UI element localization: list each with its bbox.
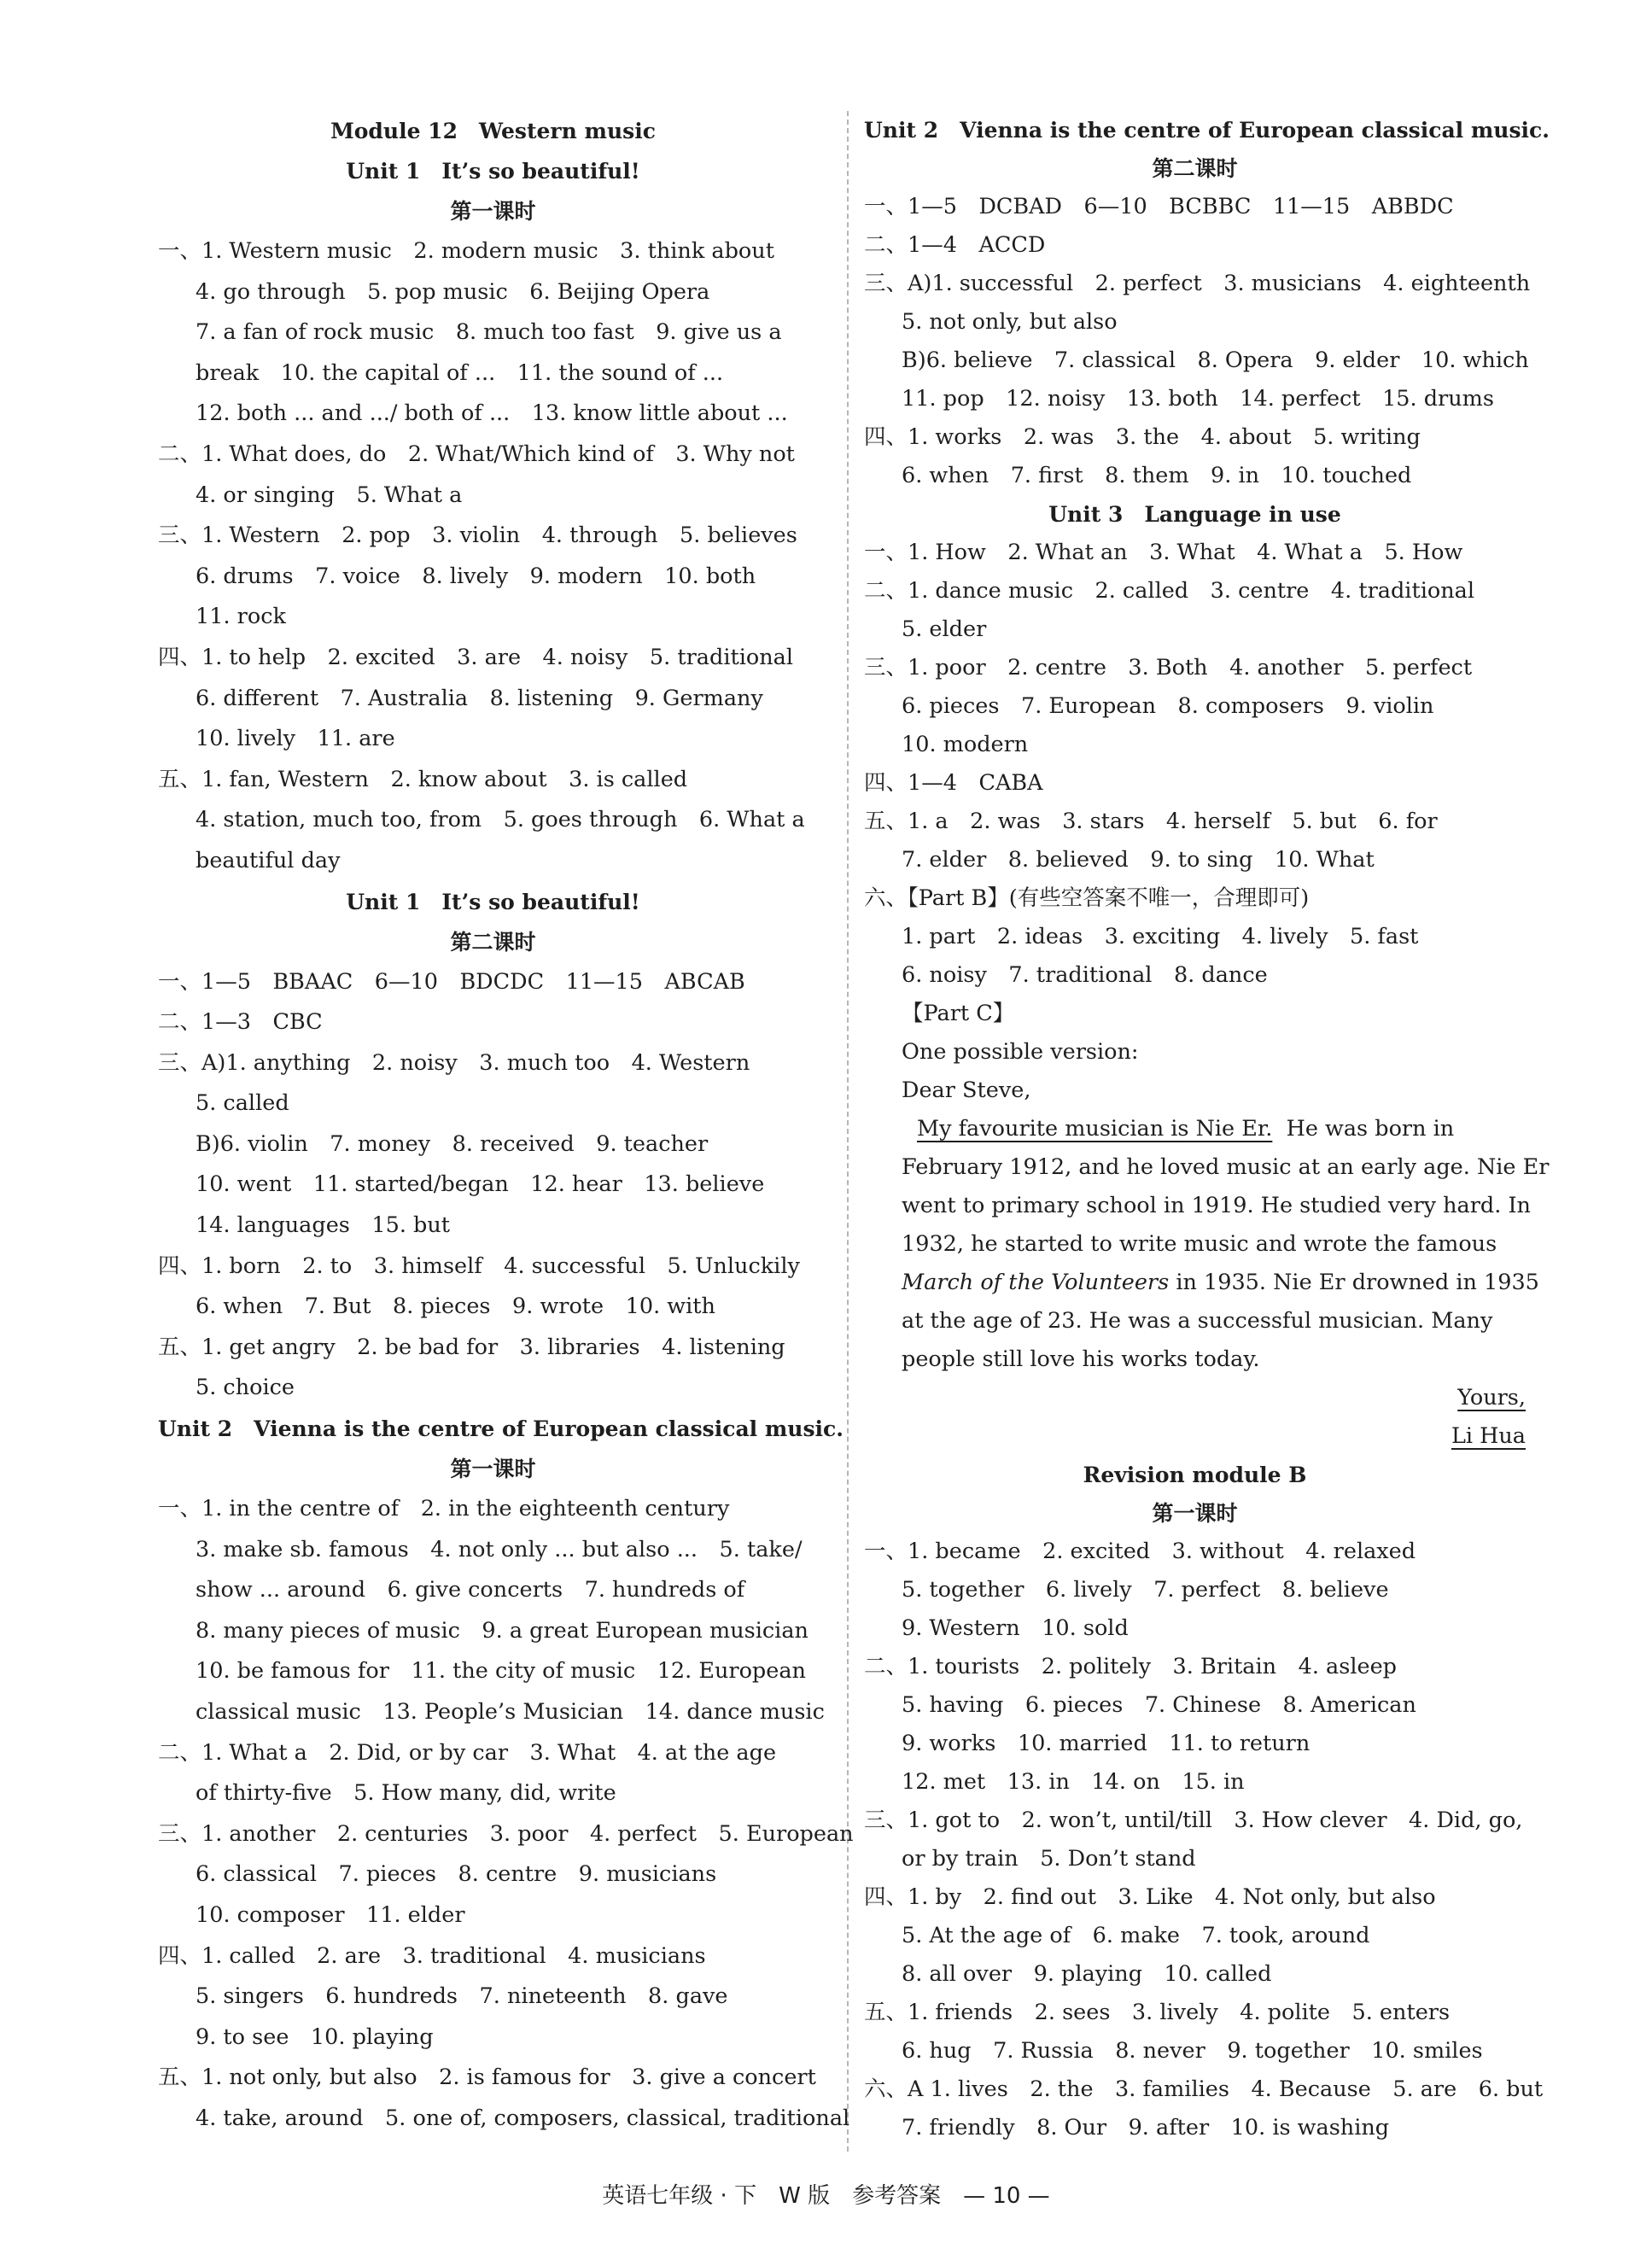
answer-line: 10. be famous for 11. the city of music 12. European — [196, 1658, 806, 1685]
answer-line: 7. elder 8. believed 9. to sing 10. What — [902, 847, 1375, 873]
lesson-title: 第二课时 — [450, 929, 536, 955]
page-footer: 英语七年级 · 下 W 版 参考答案 — 10 — — [602, 2183, 1050, 2209]
answer-line: 9. Western 10. sold — [902, 1615, 1129, 1641]
answer-line: 12. both ... and .../ both of ... 13. know little about ... — [196, 400, 788, 427]
answer-line: 9. to see 10. playing — [196, 2024, 434, 2050]
answer-line: 一、1. How 2. What an 3. What 4. What a 5. How — [864, 540, 1463, 565]
signature-text: Li Hua — [1451, 1423, 1526, 1449]
answer-line: 五、1. friends 2. sees 3. lively 4. polite 5. enters — [864, 2000, 1451, 2025]
answer-line: 一、1. Western music 2. modern music 3. think about — [158, 238, 774, 264]
answer-line: 一、1—5 BBAAC 6—10 BDCDC 11—15 ABCAB — [158, 968, 745, 995]
answer-line: 二、1. What does, do 2. What/Which kind of 3. Why not — [158, 441, 795, 467]
answer-line: 1. part 2. ideas 3. exciting 4. lively 5. fast — [902, 924, 1419, 949]
answer-line: 一、1—5 DCBAD 6—10 BCBBC 11—15 ABBDC — [864, 194, 1454, 219]
right-column — [864, 111, 1550, 2147]
answer-line: 5. At the age of 6. make 7. took, around — [902, 1923, 1370, 1948]
answer-line: 5. elder — [902, 616, 987, 642]
answer-line: 5. choice — [196, 1375, 295, 1401]
unit-title: Unit 1 It’s so beautiful! — [346, 159, 640, 184]
essay-line: went to primary school in 1919. He studied very hard. In — [902, 1193, 1531, 1218]
essay-closing — [864, 1379, 1526, 1417]
unit-title: Unit 1 It’s so beautiful! — [346, 889, 640, 914]
answer-line: 4. station, much too, from 5. goes through 6. What a — [196, 807, 805, 833]
answer-line: 6. different 7. Australia 8. listening 9. Germany — [196, 685, 763, 711]
answer-line: 4. take, around 5. one of, composers, classical, traditional — [196, 2105, 850, 2131]
essay-line — [864, 1264, 1539, 1302]
essay-line: people still love his works today. — [902, 1346, 1260, 1372]
answer-line: 14. languages 15. but — [196, 1212, 451, 1239]
lesson-title: 第二课时 — [1152, 156, 1238, 181]
left-column — [158, 111, 854, 2140]
answer-line: 二、1—4 ACCD — [864, 232, 1046, 258]
answer-line: 六、【Part B】(有些空答案不唯一，合理即可) — [864, 885, 1310, 911]
unit-title: Unit 2 Vienna is the centre of European classical music. — [864, 118, 1550, 143]
essay-line: February 1912, and he loved music at an early age. Nie Er — [902, 1154, 1550, 1180]
essay-text: He was born in — [1286, 1116, 1455, 1142]
answer-line: of thirty-five 5. How many, did, write — [196, 1780, 616, 1807]
answer-line: break 10. the capital of ... 11. the sound of ... — [196, 359, 724, 386]
essay-text: in 1935. Nie Er drowned in 1935 — [1176, 1270, 1539, 1295]
answer-line: 四、1. to help 2. excited 3. are 4. noisy 5. traditional — [158, 644, 794, 670]
answer-line: 二、1—3 CBC — [158, 1009, 323, 1036]
answer-line: beautiful day — [196, 847, 341, 873]
answer-line: 6. noisy 7. traditional 8. dance — [902, 962, 1268, 988]
answer-line: 五、1. get angry 2. be bad for 3. libraries 4. listening — [158, 1334, 785, 1360]
answer-line: 六、A 1. lives 2. the 3. families 4. Because 5. are 6. but — [864, 2076, 1544, 2102]
answer-line: 11. pop 12. noisy 13. both 14. perfect 15. drums — [902, 386, 1494, 412]
answer-line: B)6. violin 7. money 8. received 9. teacher — [196, 1130, 709, 1157]
answer-line: 三、1. Western 2. pop 3. violin 4. through 5. believes — [158, 523, 797, 549]
answer-line: 10. went 11. started/began 12. hear 13. believe — [196, 1171, 765, 1198]
answer-line: 10. modern — [902, 732, 1029, 757]
answer-line: 6. pieces 7. European 8. composers 9. violin — [902, 693, 1434, 719]
answer-line: 6. drums 7. voice 8. lively 9. modern 10. both — [196, 563, 756, 589]
essay-line: 1932, he started to write music and wrote the famous — [902, 1231, 1497, 1257]
answer-line: 6. classical 7. pieces 8. centre 9. musicians — [196, 1861, 717, 1888]
answer-line: 一、1. in the centre of 2. in the eighteenth century — [158, 1496, 730, 1522]
answer-line: 11. rock — [196, 604, 286, 630]
answer-line: 6. when 7. But 8. pieces 9. wrote 10. with — [196, 1294, 715, 1320]
module-title: Revision module B — [1083, 1463, 1307, 1487]
unit-title: Unit 3 Language in use — [1048, 502, 1341, 527]
closing-text: Yours, — [1457, 1385, 1526, 1410]
answer-line: 5. singers 6. hundreds 7. nineteenth 8. gave — [196, 1983, 728, 2010]
answer-line: 一、1. became 2. excited 3. without 4. relaxed — [864, 1539, 1416, 1564]
answer-line: 五、1. fan, Western 2. know about 3. is called — [158, 766, 688, 792]
answer-line: 8. many pieces of music 9. a great European musician — [196, 1617, 808, 1644]
answer-line: 6. when 7. first 8. them 9. in 10. touched — [902, 463, 1412, 488]
answer-line: 二、1. tourists 2. politely 3. Britain 4. asleep — [864, 1654, 1397, 1679]
unit-title: Unit 2 Vienna is the centre of European classical music. — [158, 1416, 844, 1442]
essay-greeting: Dear Steve, — [902, 1078, 1031, 1103]
module-title: Module 12 Western music — [330, 119, 656, 143]
answer-line: 四、1. works 2. was 3. the 4. about 5. writing — [864, 424, 1421, 450]
essay-opening-sentence: My favourite musician is Nie Er. — [917, 1116, 1273, 1142]
answer-line: classical music 13. People’s Musician 14. dance music — [196, 1699, 825, 1725]
essay-version: One possible version: — [902, 1039, 1139, 1065]
answer-line: 二、1. dance music 2. called 3. centre 4. traditional — [864, 578, 1474, 604]
answer-line: 12. met 13. in 14. on 15. in — [902, 1769, 1245, 1795]
answer-line: 5. called — [196, 1090, 289, 1117]
answer-line: 8. all over 9. playing 10. called — [902, 1961, 1272, 1987]
answer-line: 5. having 6. pieces 7. Chinese 8. American — [902, 1692, 1416, 1718]
answer-line: 5. together 6. lively 7. perfect 8. believe — [902, 1577, 1389, 1603]
answer-line: 三、A)1. anything 2. noisy 3. much too 4. Western — [158, 1049, 750, 1076]
answer-line: 4. go through 5. pop music 6. Beijing Opera — [196, 278, 710, 305]
answer-line: 7. friendly 8. Our 9. after 10. is washing — [902, 2115, 1390, 2140]
answer-line: 9. works 10. married 11. to return — [902, 1731, 1311, 1756]
answer-line: 五、1. not only, but also 2. is famous for 3. give a concert — [158, 2065, 816, 2091]
answer-line: 五、1. a 2. was 3. stars 4. herself 5. but 6. for — [864, 809, 1438, 834]
answer-line: 四、1. called 2. are 3. traditional 4. musicians — [158, 1942, 706, 1969]
answer-line: 10. composer 11. elder — [196, 1901, 465, 1928]
essay-signature — [864, 1417, 1526, 1456]
answer-line: 三、1. got to 2. won’t, until/till 3. How clever 4. Did, go, — [864, 1808, 1523, 1833]
part-c-label: 【Part C】 — [902, 1001, 1015, 1026]
answer-line: 四、1. born 2. to 3. himself 4. successful 5. Unluckily — [158, 1253, 800, 1279]
answer-line: 10. lively 11. are — [196, 726, 395, 752]
answer-line: 三、1. another 2. centuries 3. poor 4. perfect 5. European — [158, 1820, 854, 1847]
answer-line: B)6. believe 7. classical 8. Opera 9. elder 10. which — [902, 347, 1529, 373]
answer-line: 二、1. What a 2. Did, or by car 3. What 4. at the age — [158, 1739, 777, 1766]
answer-line: 四、1. by 2. find out 3. Like 4. Not only, but also — [864, 1884, 1436, 1910]
answer-line: 四、1—4 CABA — [864, 770, 1043, 796]
answer-line: 5. not only, but also — [902, 309, 1118, 335]
answer-line: 6. hug 7. Russia 8. never 9. together 10. smiles — [902, 2038, 1483, 2064]
essay-line: at the age of 23. He was a successful musician. Many — [902, 1308, 1493, 1334]
answer-line: or by train 5. Don’t stand — [902, 1846, 1196, 1872]
answer-line: 7. a fan of rock music 8. much too fast 9. give us a — [196, 319, 782, 346]
answer-line: show ... around 6. give concerts 7. hundreds of — [196, 1577, 745, 1603]
answer-line: 三、1. poor 2. centre 3. Both 4. another 5. perfect — [864, 655, 1473, 680]
lesson-title: 第一课时 — [450, 1457, 536, 1482]
lesson-title: 第一课时 — [450, 199, 536, 224]
answer-line: 三、A)1. successful 2. perfect 3. musicians 4. eighteenth — [864, 271, 1531, 296]
answer-line: 4. or singing 5. What a — [196, 482, 463, 508]
answer-line: 3. make sb. famous 4. not only ... but also ... 5. take/ — [196, 1536, 803, 1562]
essay-line — [864, 1110, 1526, 1148]
song-title: March of the Volunteers — [902, 1270, 1170, 1295]
lesson-title: 第一课时 — [1152, 1501, 1238, 1526]
